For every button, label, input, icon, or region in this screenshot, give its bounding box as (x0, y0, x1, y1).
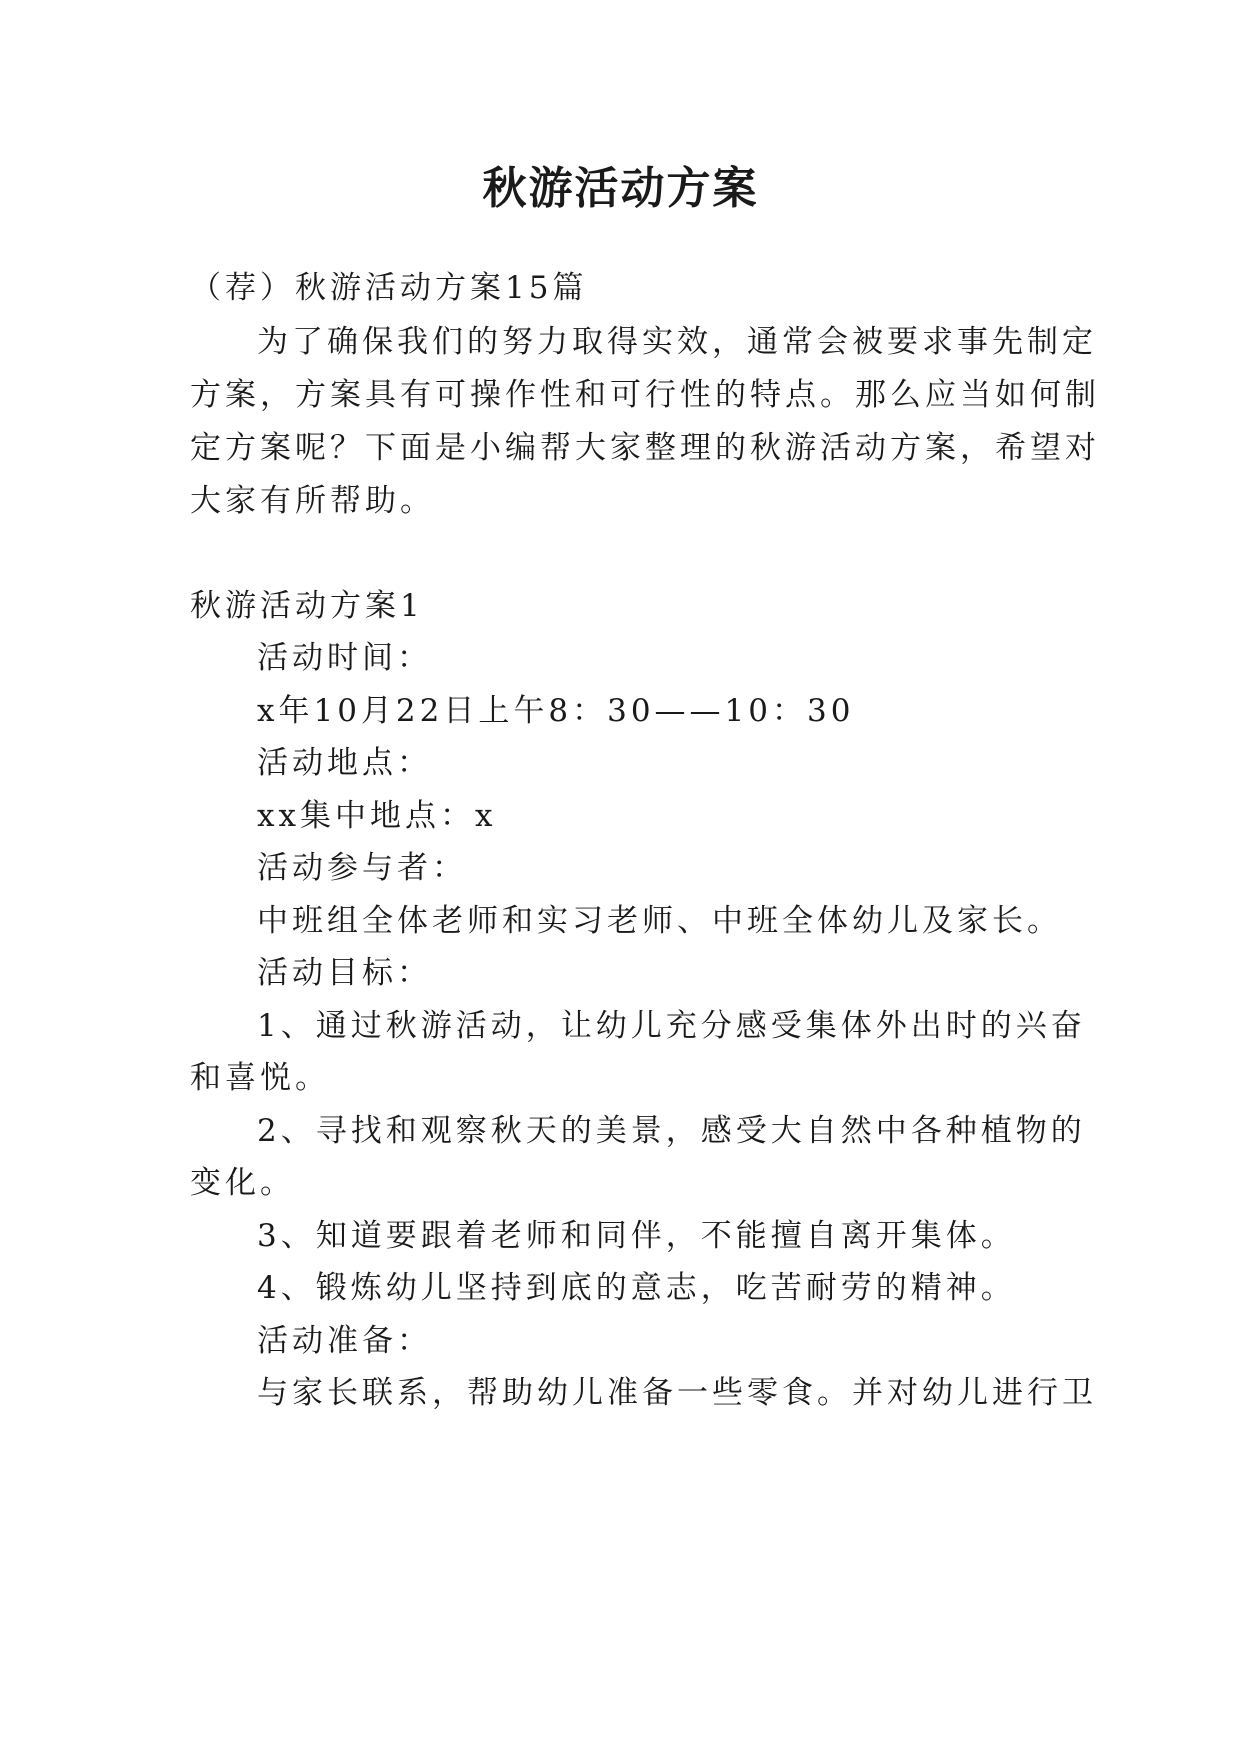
participants-value: 中班组全体老师和实习老师、中班全体幼儿及家长。 (257, 903, 1062, 939)
intro-line: 大家有所帮助。 (190, 483, 435, 519)
section-heading: 秋游活动方案1 (190, 588, 424, 624)
intro-line: 定方案呢？下面是小编帮大家整理的秋游活动方案，希望对 (190, 430, 1100, 466)
prep-label: 活动准备： (257, 1323, 432, 1359)
time-label: 活动时间： (257, 640, 432, 676)
goal-item: 2、寻找和观察秋天的美景，感受大自然中各种植物的 (257, 1113, 1086, 1149)
document-subtitle: （荐）秋游活动方案15篇 (190, 270, 588, 306)
goals-label: 活动目标： (257, 955, 432, 991)
goal-item-continued: 和喜悦。 (190, 1060, 330, 1096)
intro-line: 为了确保我们的努力取得实效，通常会被要求事先制定 (257, 324, 1097, 360)
participants-label: 活动参与者： (257, 850, 467, 886)
prep-text: 与家长联系，帮助幼儿准备一些零食。并对幼儿进行卫 (257, 1375, 1097, 1411)
goal-item-continued: 变化。 (190, 1165, 295, 1201)
intro-line: 方案，方案具有可操作性和可行性的特点。那么应当如何制 (190, 377, 1100, 413)
document-title: 秋游活动方案 (482, 163, 759, 214)
place-value: xx集中地点：x (257, 798, 497, 834)
goal-item: 3、知道要跟着老师和同伴，不能擅自离开集体。 (257, 1218, 1016, 1254)
goal-item: 4、锻炼幼儿坚持到底的意志，吃苦耐劳的精神。 (257, 1270, 1016, 1306)
place-label: 活动地点： (257, 745, 432, 781)
time-value: x年10月22日上午8：30——10：30 (257, 693, 855, 729)
goal-item: 1、通过秋游活动，让幼儿充分感受集体外出时的兴奋 (257, 1008, 1086, 1044)
